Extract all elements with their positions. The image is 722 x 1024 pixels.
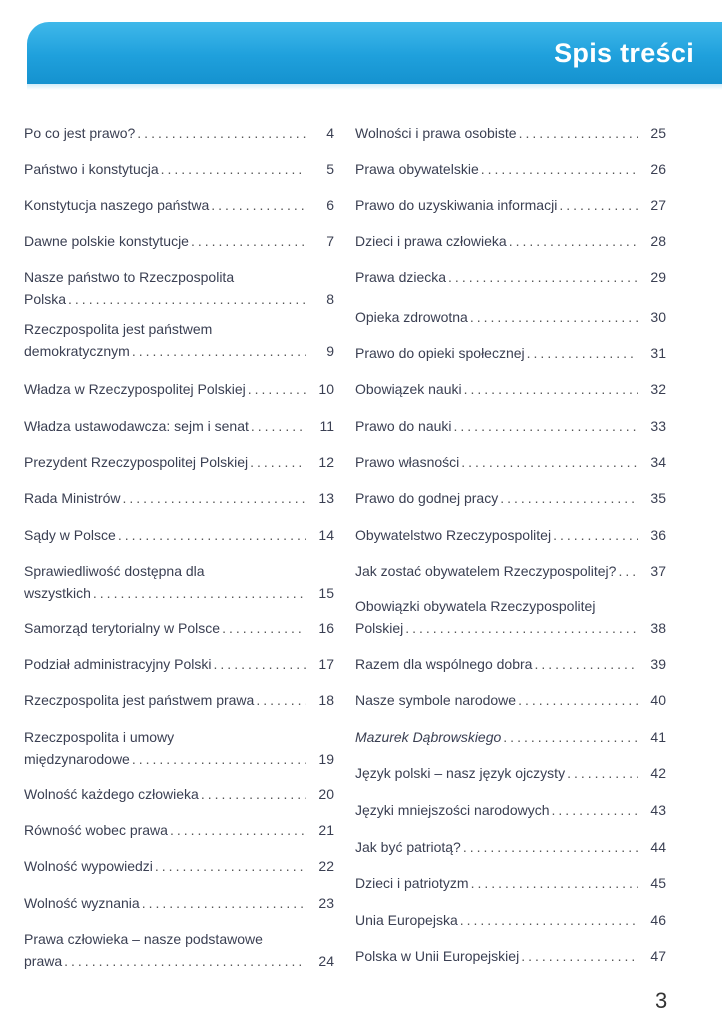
toc-entry[interactable]: [24, 487, 334, 509]
dot-leader: [503, 726, 638, 748]
dot-leader: [191, 230, 306, 252]
toc-entry[interactable]: [355, 306, 666, 328]
toc-entry-title: Prawa człowieka – nasze podstawowe: [24, 931, 263, 947]
toc-entry[interactable]: [24, 819, 334, 841]
dot-leader: [132, 340, 306, 362]
toc-entry-page: 18: [318, 692, 334, 708]
dot-leader: [460, 909, 638, 931]
dot-leader: [470, 306, 638, 328]
toc-entry-title: Sprawiedliwość dostępna dla: [24, 563, 205, 579]
toc-entry-page: 4: [326, 125, 334, 141]
dot-leader: [222, 617, 306, 639]
toc-entry[interactable]: [355, 230, 666, 252]
toc-entry-page: 25: [650, 125, 666, 141]
toc-entry-page: 12: [318, 454, 334, 470]
toc-entry-page: 17: [318, 656, 334, 672]
toc-entry-title: Wolności i prawa osobiste: [355, 125, 517, 141]
toc-entry[interactable]: [24, 122, 334, 144]
toc-entry-page: 37: [650, 563, 666, 579]
toc-entry[interactable]: [24, 653, 334, 675]
toc-entry-title: Prawo do opieki społecznej: [355, 345, 525, 361]
dot-leader: [461, 451, 638, 473]
toc-entry[interactable]: [355, 342, 666, 364]
toc-entry[interactable]: [24, 560, 334, 604]
dot-leader: [93, 582, 306, 604]
toc-entry-page: 13: [318, 490, 334, 506]
dot-leader: [122, 487, 306, 509]
toc-entry-title: Opieka zdrowotna: [355, 309, 468, 325]
toc-entry[interactable]: [24, 230, 334, 252]
toc-entry-page: 20: [318, 786, 334, 802]
dot-leader: [463, 836, 638, 858]
toc-entry-page: 22: [318, 858, 334, 874]
toc-entry-title: Dawne polskie konstytucje: [24, 233, 189, 249]
toc-entry[interactable]: [355, 122, 666, 144]
toc-entry-title: Polska w Unii Europejskiej: [355, 948, 520, 964]
toc-entry-page: 33: [650, 418, 666, 434]
toc-entry-title: Jak być patriotą?: [355, 839, 461, 855]
toc-entry-page: 26: [650, 161, 666, 177]
toc-entry[interactable]: [24, 892, 334, 914]
toc-entry-page: 10: [318, 381, 334, 397]
toc-entry-page: 41: [650, 729, 666, 745]
toc-entry-page: 15: [318, 585, 334, 601]
toc-entry-title: Prawo własności: [355, 454, 460, 470]
dot-leader: [161, 158, 306, 180]
toc-entry[interactable]: [24, 726, 334, 770]
dot-leader: [251, 415, 306, 437]
toc-entry[interactable]: [24, 524, 334, 546]
dot-leader: [170, 819, 306, 841]
toc-entry-title: Władza ustawodawcza: sejm i senat: [24, 418, 249, 434]
toc-entry-title: Wolność wyznania: [24, 895, 140, 911]
dot-leader: [250, 451, 306, 473]
toc-entry-page: 47: [650, 948, 666, 964]
toc-entry-page: 30: [650, 309, 666, 325]
dot-leader: [518, 689, 638, 711]
dot-leader: [448, 266, 638, 288]
toc-entry-page: 16: [318, 620, 334, 636]
toc-entry-title: Konstytucja naszego państwa: [24, 197, 210, 213]
toc-entry-title: międzynarodowe: [24, 751, 130, 767]
toc-entry-page: 19: [318, 751, 334, 767]
toc-entry-page: 8: [326, 291, 334, 307]
toc-entry-title: Państwo i konstytucja: [24, 161, 159, 177]
toc-entry-title: Prezydent Rzeczypospolitej Polskiej: [24, 454, 249, 470]
toc-entry[interactable]: [355, 560, 666, 582]
toc-entry[interactable]: [24, 415, 334, 437]
toc-entry-page: 32: [650, 381, 666, 397]
dot-leader: [405, 617, 638, 639]
toc-entry-title: Rzeczpospolita jest państwem: [24, 321, 213, 337]
toc-entry[interactable]: [355, 378, 666, 400]
toc-entry-page: 39: [650, 656, 666, 672]
toc-entry-page: 46: [650, 912, 666, 928]
toc-entry-title: Równość wobec prawa: [24, 822, 168, 838]
dot-leader: [481, 158, 638, 180]
dot-leader: [509, 230, 638, 252]
toc-entry[interactable]: [24, 318, 334, 362]
toc-entry-page: 14: [318, 527, 334, 543]
dot-leader: [527, 342, 638, 364]
toc-entry-page: 11: [319, 418, 334, 434]
toc-entry-title: Unia Europejska: [355, 912, 458, 928]
toc-entry[interactable]: [355, 909, 666, 931]
toc-entry-page: 29: [650, 269, 666, 285]
toc-entry-title: Nasze państwo to Rzeczpospolita: [24, 269, 235, 285]
toc-entry-page: 27: [650, 197, 666, 213]
toc-entry-title: Wolność każdego człowieka: [24, 786, 199, 802]
toc-entry-title: Dzieci i prawa człowieka: [355, 233, 507, 249]
toc-entry-title: Samorząd terytorialny w Polsce: [24, 620, 221, 636]
toc-entry[interactable]: [355, 945, 666, 967]
dot-leader: [552, 799, 638, 821]
toc-entry-title: Obowiązki obywatela Rzeczypospolitej: [355, 598, 596, 614]
page-number: 3: [655, 988, 668, 1013]
dot-leader: [155, 855, 306, 877]
dot-leader: [553, 524, 638, 546]
toc-entry-title: Prawo do nauki: [355, 418, 452, 434]
toc-entry-title: Po co jest prawo?: [24, 125, 136, 141]
toc-entry-title: Polska: [24, 291, 67, 307]
toc-entry[interactable]: [355, 451, 666, 473]
toc-entry[interactable]: [24, 378, 334, 400]
toc-entry[interactable]: [24, 928, 334, 972]
dot-leader: [559, 194, 638, 216]
toc-entry-title: wszystkich: [24, 585, 91, 601]
toc-entry-title: Wolność wypowiedzi: [24, 858, 153, 874]
toc-entry-title: Prawo do godnej pracy: [355, 490, 499, 506]
toc-entry-title: Prawa obywatelskie: [355, 161, 479, 177]
toc-entry-title: Mazurek Dąbrowskiego: [355, 729, 502, 745]
toc-entry-page: 7: [326, 233, 334, 249]
toc-entry-title: Polskiej: [355, 620, 404, 636]
toc-entry-page: 21: [318, 822, 334, 838]
toc-entry-title: Prawa dziecka: [355, 269, 447, 285]
toc-entry[interactable]: [355, 158, 666, 180]
toc-entry-title: Podział administracyjny Polski: [24, 656, 212, 672]
toc-entry[interactable]: [24, 451, 334, 473]
toc-entry-title: Język polski – nasz język ojczysty: [355, 765, 566, 781]
toc-entry[interactable]: [24, 266, 334, 310]
toc-entry[interactable]: [355, 524, 666, 546]
dot-leader: [464, 378, 638, 400]
toc-entry[interactable]: [24, 783, 334, 805]
toc-entry-page: 45: [650, 875, 666, 891]
dot-leader: [567, 762, 638, 784]
toc-entry-page: 24: [318, 953, 334, 969]
toc-entry-page: 38: [650, 620, 666, 636]
dot-leader: [534, 653, 638, 675]
toc-entry-title: Prawo do uzyskiwania informacji: [355, 197, 558, 213]
toc-entry[interactable]: [355, 194, 666, 216]
toc-entry[interactable]: [24, 689, 334, 711]
toc-entry-page: 40: [650, 692, 666, 708]
dot-leader: [618, 560, 638, 582]
toc-entry-title: Jak zostać obywatelem Rzeczypospolitej?: [355, 563, 617, 579]
toc-entry[interactable]: [355, 799, 666, 821]
toc-entry-page: 44: [650, 839, 666, 855]
dot-leader: [521, 945, 638, 967]
toc-entry[interactable]: [24, 617, 334, 639]
toc-entry-page: 43: [650, 802, 666, 818]
toc-entry-page: 31: [650, 345, 666, 361]
toc-entry-page: 5: [326, 161, 334, 177]
toc-entry-page: 9: [326, 343, 334, 359]
toc-entry[interactable]: [355, 595, 666, 639]
toc-entry[interactable]: [355, 689, 666, 711]
toc-entry-title: Obywatelstwo Rzeczypospolitej: [355, 527, 552, 543]
dot-leader: [64, 950, 306, 972]
toc-entry[interactable]: [355, 872, 666, 894]
toc-entry-title: Rzeczpospolita i umowy: [24, 729, 175, 745]
toc-entry-page: 42: [650, 765, 666, 781]
toc-entry-title: Obowiązek nauki: [355, 381, 462, 397]
dot-leader: [500, 487, 638, 509]
page-title: Spis treści: [554, 38, 694, 68]
toc-entry-title: Nasze symbole narodowe: [355, 692, 517, 708]
dot-leader: [471, 872, 638, 894]
dot-leader: [248, 378, 306, 400]
toc-entry-title: prawa: [24, 953, 63, 969]
toc-entry[interactable]: [355, 762, 666, 784]
toc-entry[interactable]: [355, 836, 666, 858]
dot-leader: [256, 689, 306, 711]
dot-leader: [137, 122, 306, 144]
toc-entry-title: Władza w Rzeczypospolitej Polskiej: [24, 381, 246, 397]
toc-entry-page: 34: [650, 454, 666, 470]
toc-entry-title: Dzieci i patriotyzm: [355, 875, 469, 891]
toc-entry-title: Razem dla wspólnego dobra: [355, 656, 533, 672]
toc-entry-title: Rada Ministrów: [24, 490, 121, 506]
toc-entry[interactable]: [355, 266, 666, 288]
toc-entry[interactable]: [24, 194, 334, 216]
toc-entry[interactable]: [355, 415, 666, 437]
toc-entry-title: Rzeczpospolita jest państwem prawa: [24, 692, 255, 708]
toc-entry-title: Sądy w Polsce: [24, 527, 116, 543]
toc-entry-page: 28: [650, 233, 666, 249]
toc-entry-title: Języki mniejszości narodowych: [355, 802, 550, 818]
dot-leader: [132, 748, 306, 770]
toc-entry[interactable]: [355, 653, 666, 675]
dot-leader: [201, 783, 306, 805]
toc-entry[interactable]: [355, 726, 666, 748]
dot-leader: [519, 122, 638, 144]
dot-leader: [68, 288, 306, 310]
toc-entry-page: 36: [650, 527, 666, 543]
dot-leader: [214, 653, 306, 675]
toc-entry[interactable]: [24, 158, 334, 180]
toc-entry[interactable]: [24, 855, 334, 877]
toc-entry-page: 35: [650, 490, 666, 506]
dot-leader: [118, 524, 306, 546]
toc-entry-title: demokratycznym: [24, 343, 130, 359]
dot-leader: [454, 415, 638, 437]
dot-leader: [211, 194, 306, 216]
toc-entry-page: 23: [318, 895, 334, 911]
toc-entry-page: 6: [326, 197, 334, 213]
dot-leader: [142, 892, 306, 914]
toc-entry[interactable]: [355, 487, 666, 509]
